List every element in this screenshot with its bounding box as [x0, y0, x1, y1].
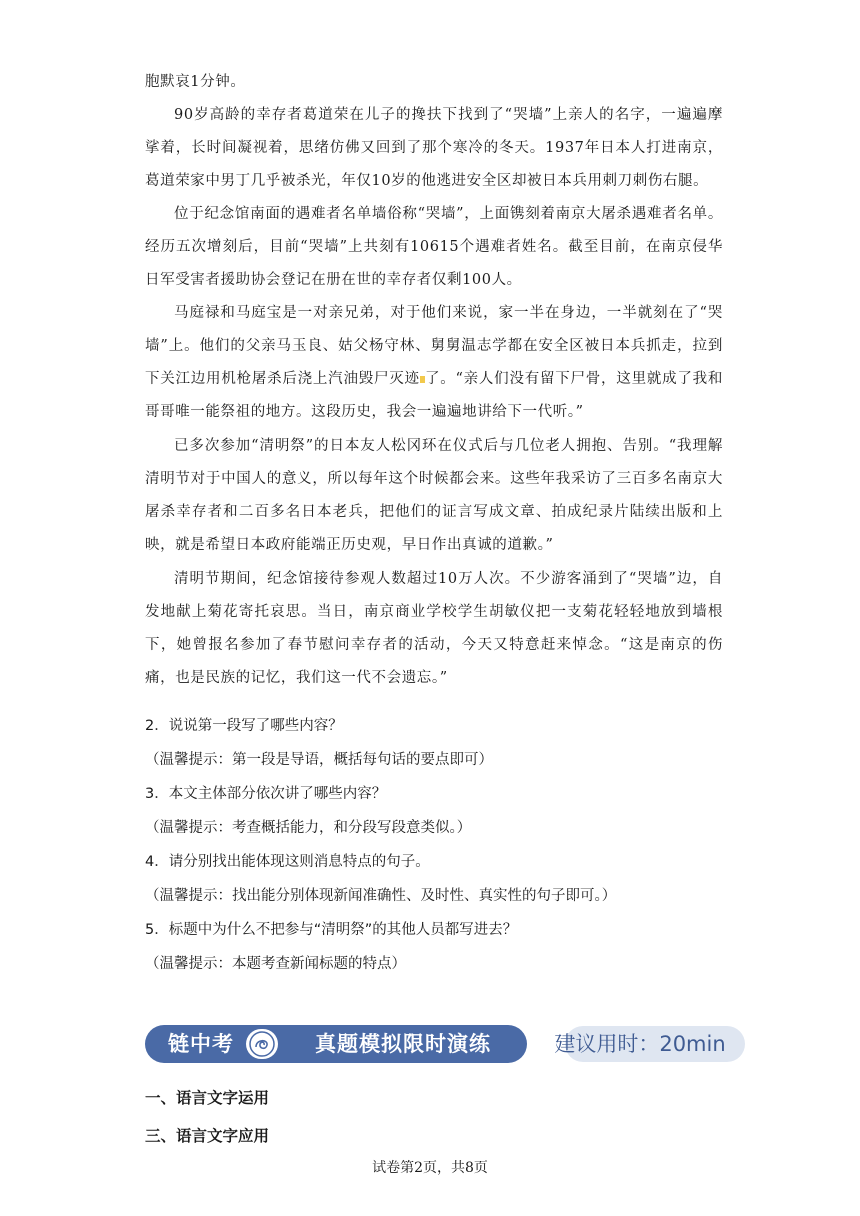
section-heading-1: 一、语言文字运用 — [145, 1089, 270, 1107]
question-4: 4．请分别找出能体现这则消息特点的句子。 — [145, 854, 430, 870]
paragraph-4: 已多次参加“清明祭”的日本友人松冈环在仪式后与几位老人拥抱、告别。“我理解清明节对于中国人的意义，所以每年这个时候都会来。这些年我采访了三百多名南京大屠杀幸存者和二百多名日本老兵，把他们的证言写成文章、拍成纪录片陆续出版和上映，就是希望日本政府能端正历史观，早日作出真诚的道歉。” — [145, 438, 723, 553]
paragraph-0: 胞默哀1分钟。 — [145, 74, 246, 90]
question-3: 3．本文主体部分依次讲了哪些内容？ — [145, 786, 387, 802]
swirl-icon — [246, 1029, 278, 1059]
paragraph-3 — [145, 297, 723, 429]
question-5-hint: （温馨提示：本题考查新闻标题的特点） — [145, 956, 406, 972]
question-3-hint: （温馨提示：考查概括能力，和分段写段意类似。） — [145, 820, 472, 836]
question-5: 5．标题中为什么不把参与“清明祭”的其他人员都写进去？ — [145, 922, 518, 938]
question-4-hint: （温馨提示：找出能分别体现新闻准确性、及时性、真实性的句子即可。） — [145, 888, 617, 904]
paragraph-1: 90岁高龄的幸存者葛道荣在儿子的搀扶下找到了“哭墙”上亲人的名字，一遍遍摩挲着，长时间凝视着，思绪仿佛又回到了那个寒冷的冬天。1937年日本人打进南京，葛道荣家中男丁几乎被杀光，年仅10岁的他逃进安全区却被日本兵用刺刀刺伤右腿。 — [145, 107, 723, 189]
banner-title: 真题模拟限时演练 — [315, 1032, 491, 1056]
question-2: 2．说说第一段写了哪些内容？ — [145, 718, 343, 734]
page-footer: 试卷第2页，共8页 — [372, 1160, 488, 1176]
paragraph-5: 清明节期间，纪念馆接待参观人数超过10万人次。不少游客涌到了“哭墙”边，自发地献上菊花寄托哀思。当日，南京商业学校学生胡敏仪把一支菊花轻轻地放到墙根下，她曾报名参加了春节慰问幸存者的活动，今天又特意赶来悼念。“这是南京的伤痛，也是民族的记忆，我们这一代不会遗忘。” — [145, 571, 723, 686]
paragraph-2: 位于纪念馆南面的遇难者名单墙俗称“哭墙”，上面镌刻着南京大屠杀遇难者名单。经历五次增刻后，目前“哭墙”上共刻有10615个遇难者姓名。截至目前，在南京侵华日军受害者援助协会登记在册在世的幸存者仅剩100人。 — [145, 206, 723, 288]
section-heading-2: 三、语言文字应用 — [145, 1127, 270, 1145]
question-2-hint: （温馨提示：第一段是导语，概括每句话的要点即可） — [145, 752, 493, 768]
banner-time: 建议用时：20min — [554, 1032, 726, 1056]
banner-tag: 链中考 — [168, 1032, 234, 1056]
paragraph-3-part-a: 马庭禄和马庭宝是一对亲兄弟，对于他们来说，家一半在身边，一半就刻在了“哭墙”上。他们的父亲马玉良、姑父杨守林、舅舅温志学都在安全区被日本兵抓走，拉到下关江边用机枪屠杀后浇上汽油毁尸灭迹 — [145, 305, 723, 387]
paragraph-3-part-b: 了。“亲人们没有留下尸骨，这里就成了我和哥哥唯一能祭祖的地方。这段历史，我会一遍遍地讲给下一代听。” — [145, 371, 723, 420]
practice-banner — [145, 1025, 745, 1063]
